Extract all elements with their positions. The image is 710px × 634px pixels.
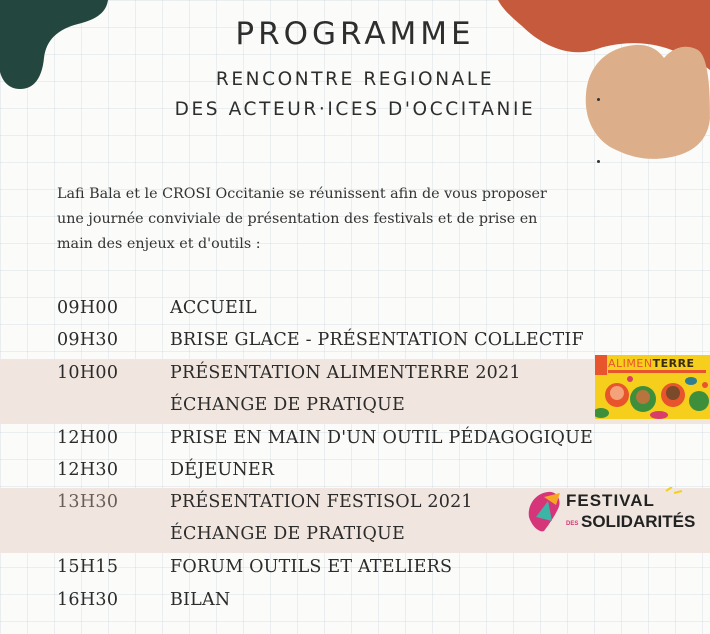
schedule-row xyxy=(0,326,710,358)
alimenterre-illustration xyxy=(595,355,710,419)
schedule-time: 12H30 xyxy=(57,459,119,480)
schedule-activity: PRISE EN MAIN D'UN OUTIL PÉDAGOGIQUE xyxy=(170,427,594,448)
schedule-activity: PRÉSENTATION ALIMENTERRE 2021 xyxy=(170,362,521,383)
schedule-activity: FORUM OUTILS ET ATELIERS xyxy=(170,557,453,578)
festisol-subtitle: SOLIDARITÉS xyxy=(581,512,696,531)
schedule-row xyxy=(0,294,710,326)
schedule-activity: BRISE GLACE - PRÉSENTATION COLLECTIF xyxy=(170,330,584,351)
alimenterre-logo-text xyxy=(608,357,695,370)
intro-line: main des enjeux et d'outils : xyxy=(57,236,261,252)
schedule-row xyxy=(0,424,710,456)
schedule-time: 15H15 xyxy=(57,557,119,578)
festisol-illustration xyxy=(526,487,710,535)
schedule-activity: ACCUEIL xyxy=(170,298,257,318)
schedule-time: 10H00 xyxy=(57,362,119,383)
subtitle-line-2: DES ACTEUR·ICES D'OCCITANIE xyxy=(174,99,536,120)
schedule-time: 09H00 xyxy=(57,298,119,318)
schedule-activity: DÉJEUNER xyxy=(170,459,275,480)
festisol-title: FESTIVAL xyxy=(566,491,655,510)
schedule-activity-secondary: ÉCHANGE DE PRATIQUE xyxy=(170,394,405,415)
subtitle-line-1: RENCONTRE REGIONALE xyxy=(215,69,495,90)
schedule-row xyxy=(0,553,710,585)
schedule-time: 13H30 xyxy=(57,492,119,513)
alimenterre-logo xyxy=(595,355,710,419)
schedule-activity-secondary: ÉCHANGE DE PRATIQUE xyxy=(170,524,405,545)
intro-line: Lafi Bala et le CROSI Occitanie se réunissent afin de vous proposer xyxy=(57,186,547,202)
festisol-logo xyxy=(526,487,710,535)
alimenterre-suffix: TERRE xyxy=(652,357,695,370)
intro-paragraph xyxy=(57,182,617,257)
intro-line: une journée conviviale de présentation des festivals et de prise en xyxy=(57,211,538,227)
schedule-row xyxy=(0,586,710,618)
schedule-activity: BILAN xyxy=(170,589,231,610)
schedule-list xyxy=(0,294,710,618)
festisol-small: DES xyxy=(566,521,579,527)
page-title: PROGRAMME xyxy=(235,16,475,52)
schedule-row xyxy=(0,456,710,488)
schedule-activity: PRÉSENTATION FESTISOL 2021 xyxy=(170,492,473,513)
schedule-time: 09H30 xyxy=(57,330,119,351)
decor-dot xyxy=(597,160,600,163)
schedule-time: 16H30 xyxy=(57,589,119,610)
alimenterre-prefix: ALIMEN xyxy=(608,357,653,370)
schedule-time: 12H00 xyxy=(57,427,119,448)
